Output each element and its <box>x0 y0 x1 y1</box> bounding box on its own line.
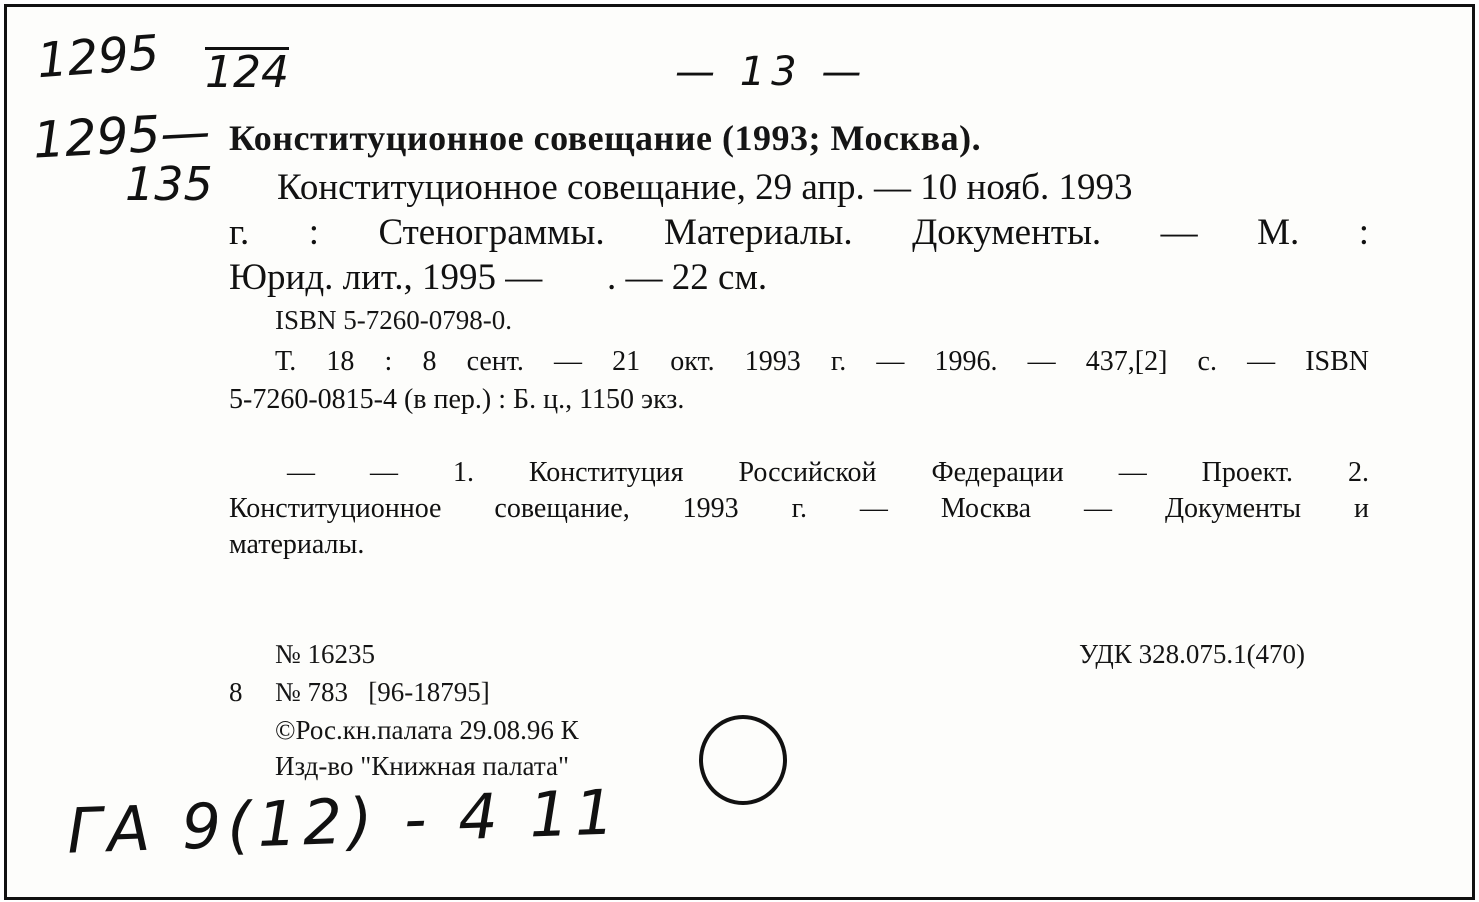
handwritten-call-number-fraction: 124 <box>205 47 289 98</box>
subjects-block <box>229 455 1369 563</box>
isbn-main: ISBN 5-7260-0798-0. <box>275 305 512 335</box>
udk-classification: УДК 328.075.1(470) <box>1079 639 1306 669</box>
subjects-line-1: — — 1. Конституция Российской Федерации — Проект. 2. <box>287 457 1369 488</box>
heading-entry: Конституционное совещание (1993; Москва). <box>229 118 982 158</box>
copyright-line: ©Рос.кн.палата 29.08.96 К <box>275 715 579 745</box>
handwritten-page-mark: — 13 — <box>675 49 868 95</box>
handwritten-call-number: 1295 <box>35 24 161 90</box>
catalog-card <box>4 4 1475 900</box>
volume-line-2: 5-7260-0815-4 (в пер.) : Б. ц., 1150 экз. <box>229 384 685 415</box>
title-line-1: Конституционное совещание, 29 апр. — 10 нояб. 1993 <box>277 167 1133 208</box>
volume-line-1: Т. 18 : 8 сент. — 21 окт. 1993 г. — 1996. — 437,[2] с. — ISBN <box>275 346 1369 377</box>
title-line-3: Юрид. лит., 1995 — . — 22 см. <box>229 257 768 298</box>
handwritten-call-number-2: 1295— <box>31 102 212 170</box>
stamp-circle <box>699 715 787 805</box>
volume-block <box>229 343 1369 419</box>
handwritten-call-number-2-sub: 135 <box>125 157 213 211</box>
footer-prefix-8: 8 <box>229 677 243 707</box>
title-line-2: г. : Стенограммы. Материалы. Документы. — М. : <box>229 212 1369 253</box>
accession-number-2: № 783 [96-18795] <box>275 677 490 707</box>
publisher-line: Изд-во "Книжная палата" <box>275 751 569 781</box>
subjects-line-2: Конституционное совещание, 1993 г. — Москва — Документы и <box>229 493 1369 524</box>
accession-number-1: № 16235 <box>275 639 376 669</box>
subjects-line-3: материалы. <box>229 529 365 560</box>
title-block <box>229 165 1369 300</box>
handwritten-bottom-code: ГА 9(12) - 4 11 <box>65 775 622 868</box>
